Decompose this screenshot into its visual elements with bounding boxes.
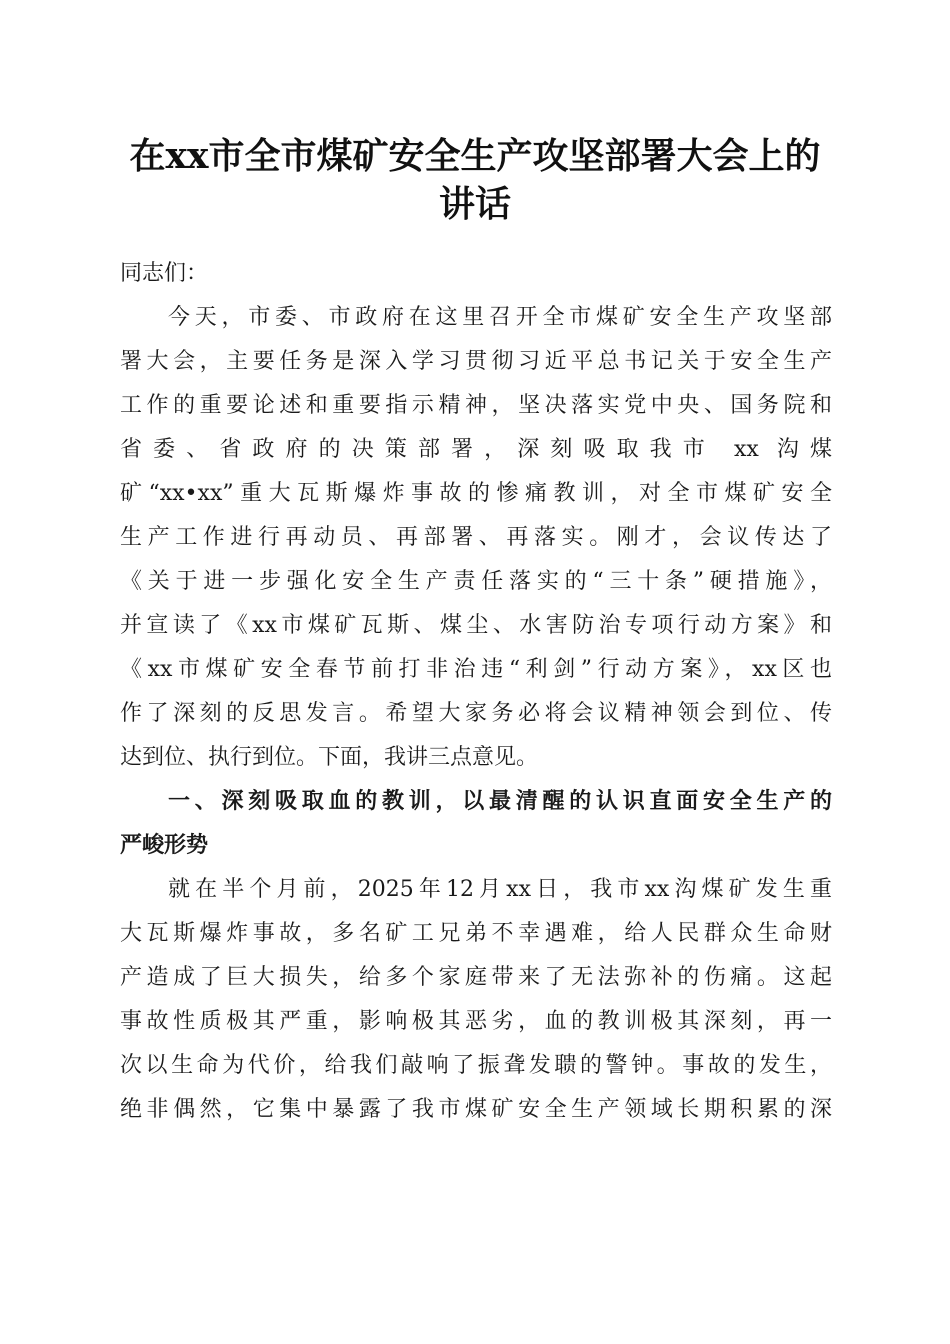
paragraph-accident xyxy=(120,868,832,1132)
paragraph-intro xyxy=(120,296,832,780)
paragraph-line: 今天，市委、市政府在这里召开全市煤矿安全生产攻坚部 xyxy=(168,305,832,330)
paragraph-line: 作了深刻的反思发言。希望大家务必将会议精神领会到位、传 xyxy=(120,701,832,726)
paragraph-line: 大瓦斯爆炸事故，多名矿工兄弟不幸遇难，给人民群众生命财 xyxy=(120,921,832,946)
paragraph-line: 事故性质极其严重，影响极其恶劣，血的教训极其深刻，再一 xyxy=(120,1009,832,1034)
heading-line: 严峻形势 xyxy=(120,833,209,858)
paragraph-line: 工作的重要论述和重要指示精神，坚决落实党中央、国务院和 xyxy=(120,393,832,418)
paragraph-line: 《xx市煤矿安全春节前打非治违“利剑”行动方案》，xx区也 xyxy=(120,657,832,682)
paragraph-line: 并宣读了《xx市煤矿瓦斯、煤尘、水害防治专项行动方案》和 xyxy=(120,613,832,638)
paragraph-line: 达到位、执行到位。下面，我讲三点意见。 xyxy=(120,745,539,770)
paragraph-line: 《关于进一步强化安全生产责任落实的“三十条”硬措施》， xyxy=(120,569,832,594)
salutation: 同志们： xyxy=(120,261,209,286)
title-line-1: 在xx市全市煤矿安全生产攻坚部署大会上的 xyxy=(129,135,821,177)
paragraph-line: 省委、省政府的决策部署，深刻吸取我市 xx 沟煤 xyxy=(120,437,832,462)
heading-line: 一、深刻吸取血的教训，以最清醒的认识直面安全生产的 xyxy=(168,789,832,814)
paragraph-line: 生产工作进行再动员、再部署、再落实。刚才，会议传达了 xyxy=(120,525,832,550)
title-line-2: 讲话 xyxy=(438,183,511,225)
paragraph-line: 矿“xx•xx”重大瓦斯爆炸事故的惨痛教训，对全市煤矿安全 xyxy=(120,481,832,506)
paragraph-line: 次以生命为代价，给我们敲响了振聋发聩的警钟。事故的发生， xyxy=(120,1053,832,1078)
paragraph-line: 就在半个月前，2025年12月xx日，我市xx沟煤矿发生重 xyxy=(168,877,832,902)
document-title xyxy=(100,132,850,228)
paragraph-line: 产造成了巨大损失，给多个家庭带来了无法弥补的伤痛。这起 xyxy=(120,965,832,990)
paragraph-line: 署大会，主要任务是深入学习贯彻习近平总书记关于安全生产 xyxy=(120,349,832,374)
section-heading-1 xyxy=(120,780,832,868)
paragraph-line: 绝非偶然，它集中暴露了我市煤矿安全生产领域长期积累的深 xyxy=(120,1097,832,1122)
document-body xyxy=(120,252,832,1132)
